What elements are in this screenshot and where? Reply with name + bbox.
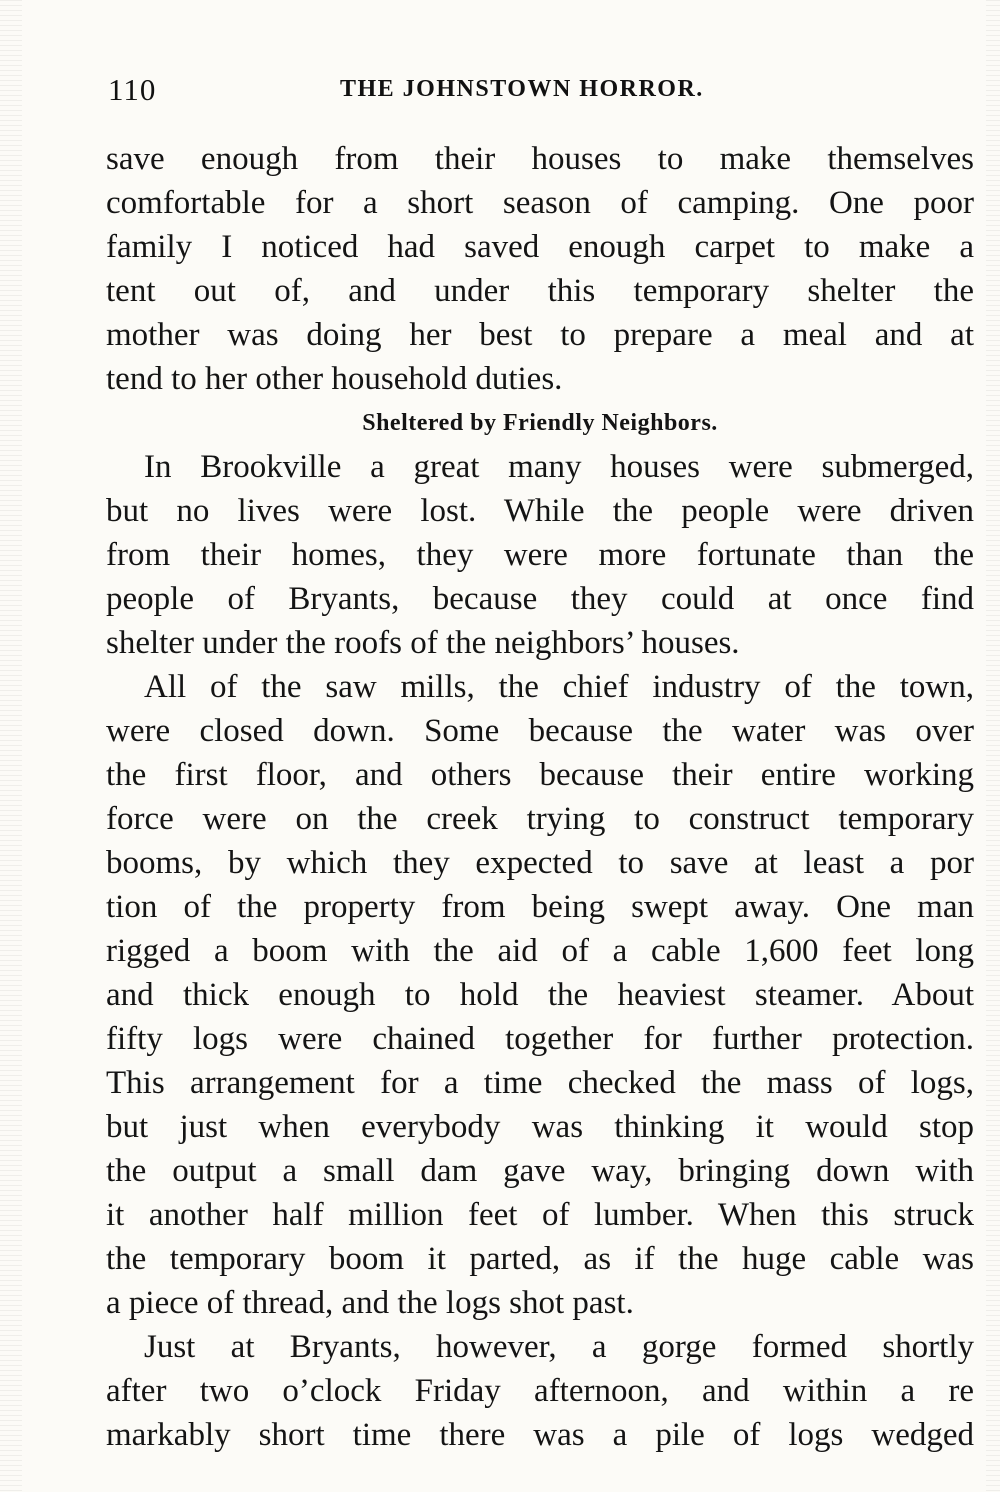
text-line: and thick enough to hold the heaviest steamer. About <box>106 977 974 1013</box>
page-edge-right <box>986 0 1000 1492</box>
text-line: tion of the property from being swept away. One man <box>106 889 974 925</box>
paragraph-4 <box>106 1325 974 1457</box>
text-line: Just at Bryants, however, a gorge formed shortly <box>144 1329 974 1365</box>
running-head: THE JOHNSTOWN HORROR. <box>340 76 704 102</box>
text-line: tend to her other household duties. <box>106 361 563 397</box>
page-header <box>108 68 970 112</box>
text-line: family I noticed had saved enough carpet to make a <box>106 229 974 265</box>
text-line: it another half million feet of lumber. When this struck <box>106 1197 974 1233</box>
text-line: from their homes, they were more fortunate than the <box>106 537 974 573</box>
text-line: save enough from their houses to make themselves <box>106 141 974 177</box>
text-line: but no lives were lost. While the people were driven <box>106 493 974 529</box>
text-line: the temporary boom it parted, as if the huge cable was <box>106 1241 974 1277</box>
text-line: mother was doing her best to prepare a meal and at <box>106 317 974 353</box>
text-line: but just when everybody was thinking it would stop <box>106 1109 974 1145</box>
page-edge-left <box>0 0 22 1492</box>
text-line: people of Bryants, because they could at once find <box>106 581 974 617</box>
text-line: the output a small dam gave way, bringing down with <box>106 1153 974 1189</box>
text-line: the first floor, and others because their entire working <box>106 757 974 793</box>
page-number: 110 <box>108 72 157 107</box>
section-subheading: Sheltered by Friendly Neighbors. <box>362 410 718 436</box>
paragraph-2 <box>106 445 974 665</box>
text-line: In Brookville a great many houses were submerged, <box>144 449 974 485</box>
text-line: shelter under the roofs of the neighbors’ houses. <box>106 625 740 661</box>
text-line: markably short time there was a pile of logs wedged <box>106 1417 974 1453</box>
text-line: booms, by which they expected to save at least a por <box>106 845 974 881</box>
text-line: were closed down. Some because the water was over <box>106 713 974 749</box>
text-line: All of the saw mills, the chief industry of the town, <box>144 669 974 705</box>
paragraph-3 <box>106 665 974 1325</box>
text-line: a piece of thread, and the logs shot past. <box>106 1285 634 1321</box>
text-line: fifty logs were chained together for further protection. <box>106 1021 974 1057</box>
text-line: tent out of, and under this temporary shelter the <box>106 273 974 309</box>
text-line: This arrangement for a time checked the mass of logs, <box>106 1065 974 1101</box>
text-line: force were on the creek trying to construct temporary <box>106 801 974 837</box>
paragraph-1 <box>106 137 974 401</box>
text-line: comfortable for a short season of camping. One poor <box>106 185 974 221</box>
body-text <box>106 137 974 1457</box>
text-line: after two o’clock Friday afternoon, and within a re <box>106 1373 974 1409</box>
text-line: rigged a boom with the aid of a cable 1,600 feet long <box>106 933 974 969</box>
